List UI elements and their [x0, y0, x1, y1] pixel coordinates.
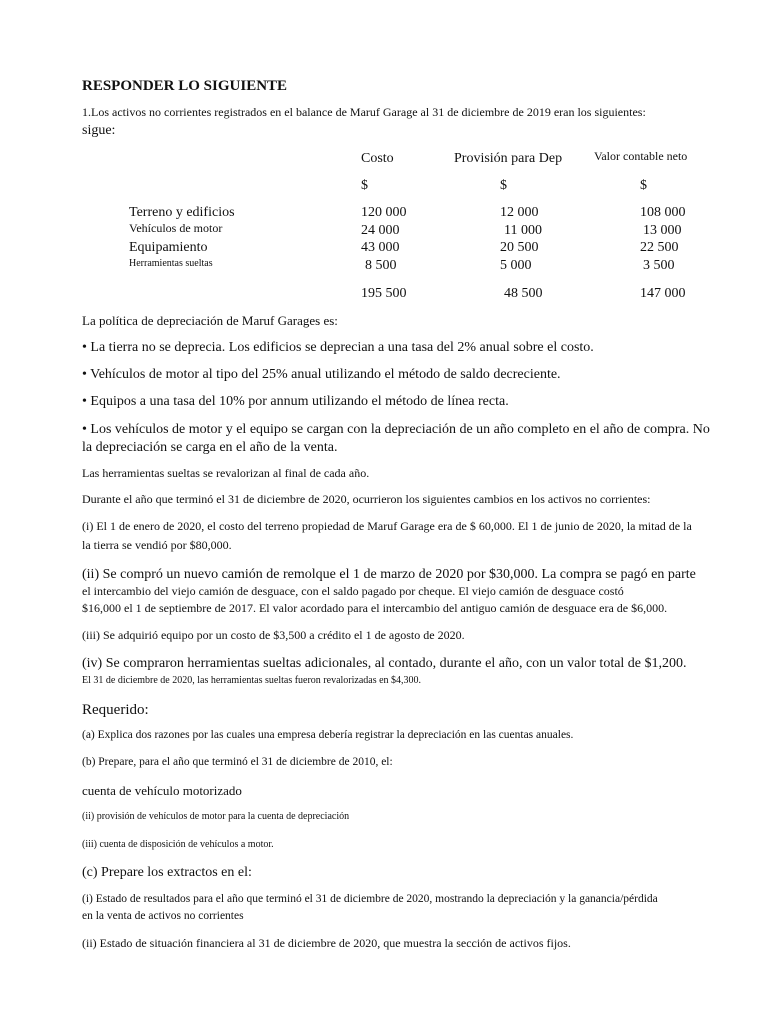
row-net: 108 000: [640, 205, 686, 220]
required-b-i: cuenta de vehículo motorizado: [82, 783, 242, 798]
row-cost: 8 500: [365, 258, 397, 273]
header-cost: Costo: [361, 151, 394, 166]
currency-net: $: [640, 178, 647, 193]
required-c-ii: (ii) Estado de situación financiera al 31 de diciembre de 2020, que muestra la sección de activos fijos.: [82, 936, 571, 950]
page-title: RESPONDER LO SIGUIENTE: [82, 78, 288, 94]
change-ii-line-1: (ii) Se compró un nuevo camión de remolque el 1 de marzo de 2020 por $30,000. La compra se pagó en parte: [82, 567, 696, 582]
total-net: 147 000: [640, 286, 686, 301]
required-a: (a) Explica dos razones por las cuales una empresa debería registrar la depreciación en las cuentas anuales.: [82, 729, 574, 741]
policy-bullet-4-line-2: la depreciación se carga en el año de la venta.: [82, 440, 338, 455]
required-b-ii: (ii) provisión de vehículos de motor para la cuenta de depreciación: [82, 811, 350, 822]
row-label: Equipamiento: [129, 240, 208, 255]
change-i-line-1: (i) El 1 de enero de 2020, el costo del terreno propiedad de Maruf Garage era de $ 60,000. El 1 de junio de 2020, la mitad de la: [82, 519, 692, 533]
row-net: 13 000: [643, 223, 682, 238]
intro-line-1: 1.Los activos no corrientes registrados en el balance de Maruf Garage al 31 de diciembre de 2019 eran los siguientes:: [82, 105, 646, 119]
row-label: Terreno y edificios: [129, 205, 235, 220]
currency-cost: $: [361, 178, 368, 193]
row-label: Vehículos de motor: [129, 221, 223, 235]
row-provision: 5 000: [500, 258, 532, 273]
header-net-book-value: Valor contable neto: [594, 149, 688, 163]
row-net: 22 500: [640, 240, 679, 255]
required-c-i-line-2: en la venta de activos no corrientes: [82, 910, 244, 922]
row-net: 3 500: [643, 258, 675, 273]
total-provision: 48 500: [504, 286, 543, 301]
row-provision: 20 500: [500, 240, 539, 255]
policy-bullet-4-line-1: • Los vehículos de motor y el equipo se cargan con la depreciación de un año completo en el año de compra. No: [82, 422, 710, 437]
policy-bullet-3: • Equipos a una tasa del 10% por annum utilizando el método de línea recta.: [82, 394, 509, 409]
policy-bullet-1: • La tierra no se deprecia. Los edificios se deprecian a una tasa del 2% anual sobre el costo.: [82, 340, 594, 355]
required-c: (c) Prepare los extractos en el:: [82, 865, 252, 880]
change-ii-line-2: el intercambio del viejo camión de desguace, con el saldo pagado por cheque. El viejo camión de desguace costó: [82, 584, 624, 598]
changes-intro: Durante el año que terminó el 31 de diciembre de 2020, ocurrieron los siguientes cambios en los activos no corrientes:: [82, 492, 651, 506]
total-cost: 195 500: [361, 286, 407, 301]
required-b: (b) Prepare, para el año que terminó el 31 de diciembre de 2010, el:: [82, 756, 393, 768]
row-cost: 43 000: [361, 240, 400, 255]
change-i-line-2: la tierra se vendió por $80,000.: [82, 538, 232, 552]
required-c-i-line-1: (i) Estado de resultados para el año que terminó el 31 de diciembre de 2020, mostrando la depreciación y la ganancia/pérdida: [82, 893, 658, 905]
row-cost: 120 000: [361, 205, 407, 220]
change-iv-line-2: El 31 de diciembre de 2020, las herramientas sueltas fueron revalorizadas en $4,300.: [82, 675, 422, 686]
policy-bullet-2: • Vehículos de motor al tipo del 25% anual utilizando el método de saldo decreciente.: [82, 367, 561, 382]
policy-heading: La política de depreciación de Maruf Garages es:: [82, 313, 338, 328]
change-iii: (iii) Se adquirió equipo por un costo de $3,500 a crédito el 1 de agosto de 2020.: [82, 628, 465, 642]
policy-tools: Las herramientas sueltas se revalorizan al final de cada año.: [82, 466, 370, 480]
change-iv-line-1: (iv) Se compraron herramientas sueltas adicionales, al contado, durante el año, con un valor total de $1,200.: [82, 656, 687, 671]
required-heading: Requerido:: [82, 702, 149, 718]
header-provision: Provisión para Dep: [454, 151, 563, 166]
change-ii-line-3: $16,000 el 1 de septiembre de 2017. El valor acordado para el intercambio del antiguo camión de desguace era de $6,000.: [82, 601, 668, 615]
required-b-iii: (iii) cuenta de disposición de vehículos a motor.: [82, 839, 274, 850]
row-provision: 11 000: [504, 223, 542, 238]
row-cost: 24 000: [361, 223, 400, 238]
currency-provision: $: [500, 178, 507, 193]
row-provision: 12 000: [500, 205, 539, 220]
intro-line-2: sigue:: [82, 123, 116, 138]
row-label: Herramientas sueltas: [129, 258, 213, 269]
